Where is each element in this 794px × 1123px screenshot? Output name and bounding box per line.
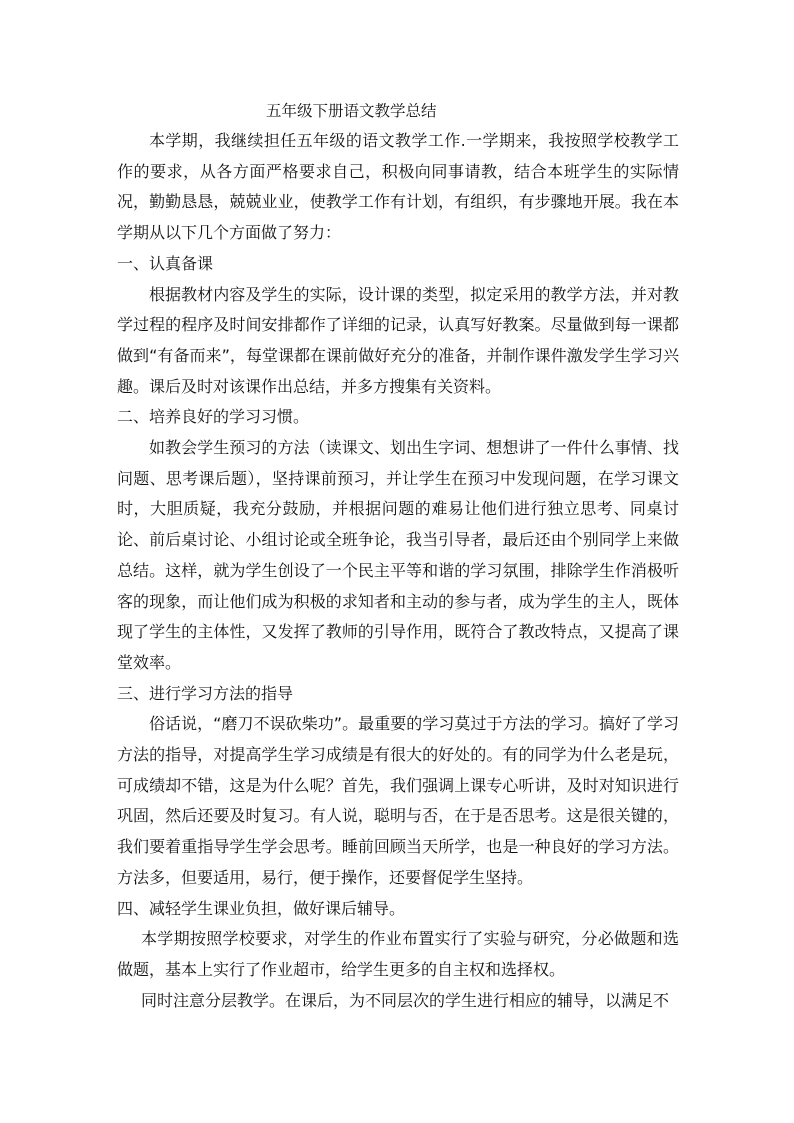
section-4-paragraph-2: 同时注意分层教学。在课后，为不同层次的学生进行相应的辅导，以满足不 — [141, 990, 670, 1010]
section-heading-2: 二、培养良好的学习习惯。 — [117, 407, 310, 427]
section-heading-3: 三、进行学习方法的指导 — [117, 683, 294, 703]
section-4-paragraph-1: 本学期按照学校要求，对学生的作业布置实行了实验与研究，分必做题和选做题，基本上实行了作业超市，给学生更多的自主权和选择权。 — [117, 929, 679, 979]
section-3-paragraph-1: 俗话说，“磨刀不误砍柴功”。最重要的学习莫过于方法的学习。搞好了学习方法的指导，对提高学生学习成绩是有很大的好处的。有的同学为什么老是玩，可成绩却不错，这是为什么呢？首先，我们强调上课专心听讲，及时对知识进行巩固，然后还要及时复习。有人说，聪明与否，在于是否思考。这是很关键的，我们要着重指导学生学会思考。睡前回顾当天所学，也是一种良好的学习方法。方法多，但要适用，易行，便于操作，还要督促学生坚持。 — [117, 714, 679, 887]
section-1-paragraph-1: 根据教材内容及学生的实际，设计课的类型，拟定采用的教学方法，并对教学过程的程序及时间安排都作了详细的记录，认真写好教案。尽量做到每一课都做到“有备而来”，每堂课都在课前做好充分的准备，并制作课件激发学生学习兴趣。课后及时对该课作出总结，并多方搜集有关资料。 — [117, 284, 679, 396]
document-body — [117, 96, 679, 1016]
intro-paragraph: 本学期，我继续担任五年级的语文教学工作.一学期来，我按照学校教学工作的要求，从各方面严格要求自己，积极向同事请教，结合本班学生的实际情况，勤勤恳恳，兢兢业业，使教学工作有计划，有组织，有步骤地开展。我在本学期从以下几个方面做了努力： — [117, 131, 679, 243]
section-heading-1: 一、认真备课 — [117, 253, 214, 273]
document-title: 五年级下册语文教学总结 — [266, 102, 437, 120]
section-heading-4: 四、减轻学生课业负担，做好课后辅导。 — [117, 898, 406, 918]
section-2-paragraph-1: 如教会学生预习的方法（读课文、划出生字词、想想讲了一件什么事情、找问题、思考课后题），坚持课前预习，并让学生在预习中发现问题，在学习课文时，大胆质疑，我充分鼓励，并根据问题的难易让他们进行独立思考、同桌讨论、前后桌讨论、小组讨论或全班争论，我当引导者，最后还由个别同学上来做总结。这样，就为学生创设了一个民主平等和谐的学习氛围，排除学生作消极听客的现象，而让他们成为积极的求知者和主动的参与者，成为学生的主人，既体现了学生的主体性，又发挥了教师的引导作用，既符合了教改特点，又提高了课堂效率。 — [117, 438, 679, 672]
